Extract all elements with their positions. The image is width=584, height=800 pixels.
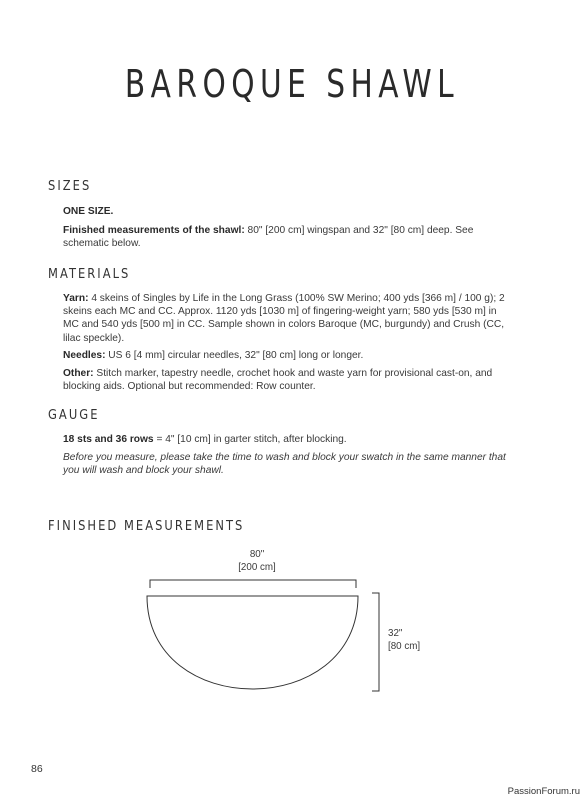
finished-measurements-value: 80" [200 cm] wingspan and 32" [80 cm] deep. See schematic below. bbox=[63, 225, 474, 250]
needles-label: Needles: bbox=[63, 350, 106, 361]
one-size-label: ONE SIZE. bbox=[63, 206, 114, 217]
yarn-value: 4 skeins of Singles by Life in the Long Grass (100% SW Merino; 400 yds [366 m] / 100 g); 2 skeins each MC and CC. Approx. 1120 yds [1030 m] of fingering-weight yarn; 580 yds [530 m] in MC and 540 yds [500 m] in CC. Sample shown in colors Baroque (MC, burgundy) and Crush (CC, lilac speckle). bbox=[63, 293, 505, 344]
other-label: Other: bbox=[63, 368, 94, 379]
page-number: 86 bbox=[31, 763, 43, 775]
width-label bbox=[227, 549, 287, 574]
other-value: Stitch marker, tapestry needle, crochet hook and waste yarn for provisional cast-on, and blocking aids. Optional but recommended: Row counter. bbox=[63, 368, 493, 393]
gauge-label: 18 sts and 36 rows bbox=[63, 434, 154, 445]
width-centimeters: [200 cm] bbox=[238, 561, 276, 573]
width-inches: 80" bbox=[249, 549, 265, 560]
page-title: BAROQUE SHAWL bbox=[124, 62, 460, 106]
depth-dimension-line bbox=[372, 593, 379, 691]
sizes-heading: SIZES bbox=[48, 178, 92, 194]
depth-centimeters: [80 cm] bbox=[388, 640, 421, 652]
materials-heading: MATERIALS bbox=[48, 266, 131, 282]
shawl-outline bbox=[147, 596, 358, 689]
watermark: PassionForum.ru bbox=[507, 786, 580, 797]
depth-label bbox=[388, 628, 420, 653]
gauge-note-text: Before you measure, please take the time to wash and block your swatch in the same manner that you will wash and block your shawl. bbox=[63, 452, 506, 477]
gauge-value: = 4" [10 cm] in garter stitch, after blocking. bbox=[153, 434, 347, 445]
finished-measurements-heading: FINISHED MEASUREMENTS bbox=[48, 518, 245, 534]
needles-value: US 6 [4 mm] circular needles, 32" [80 cm] long or longer. bbox=[105, 350, 364, 361]
gauge-heading: GAUGE bbox=[48, 407, 100, 423]
yarn-label: Yarn: bbox=[63, 293, 89, 304]
width-dimension-line bbox=[150, 580, 356, 588]
finished-measurements-label: Finished measurements of the shawl: bbox=[63, 225, 245, 236]
depth-inches: 32" bbox=[388, 628, 403, 639]
